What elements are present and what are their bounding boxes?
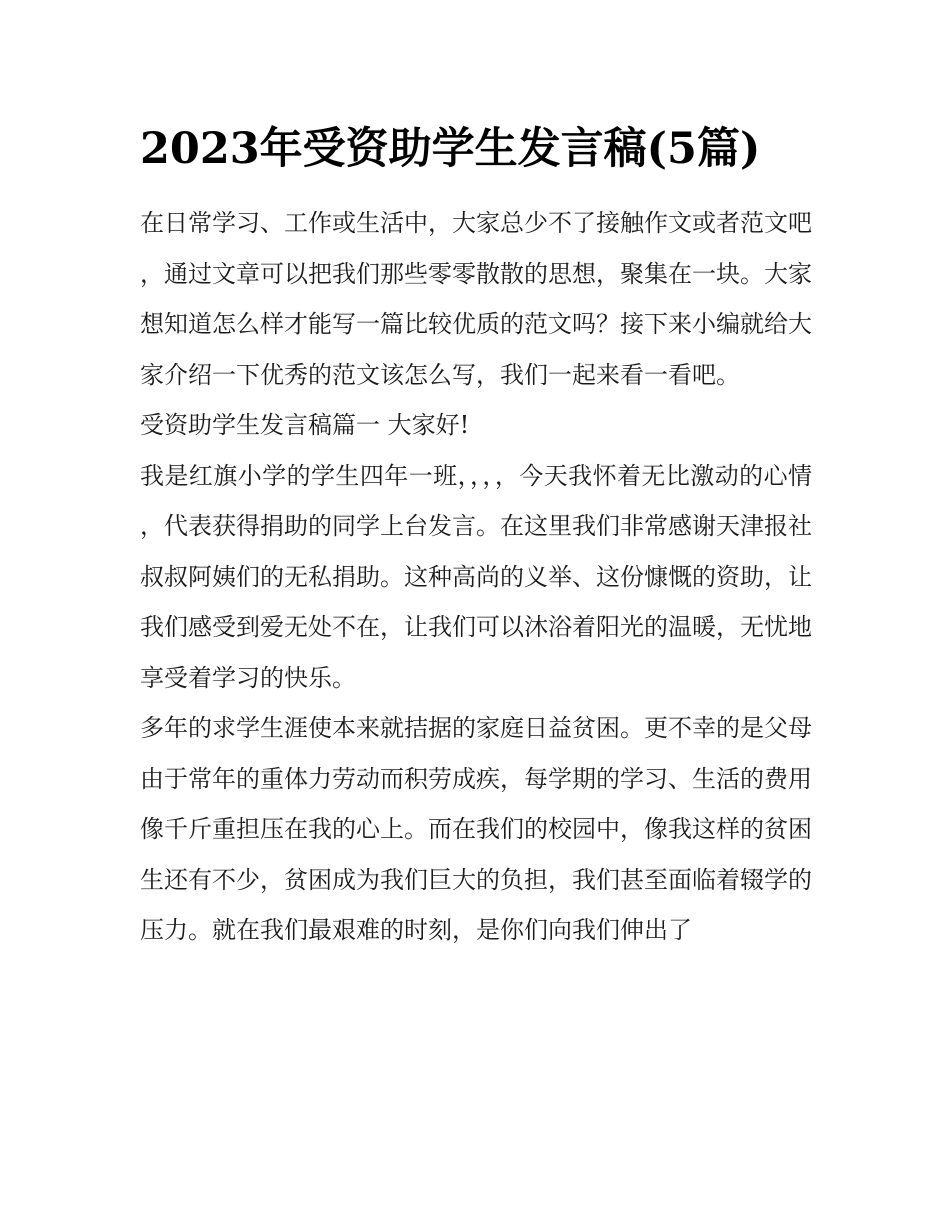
document-body [140, 118, 812, 956]
document-title: 2023年受资助学生发言稿(5篇) [140, 124, 761, 174]
speech-heading-paragraph: 受资助学生发言稿篇一 大家好! [140, 411, 470, 439]
intro-paragraph: 在日常学习、工作或生活中，大家总少不了接触作文或者范文吧，通过文章可以把我们那些零零散散的思想，聚集在一块。大家想知道怎么样才能写一篇比较优质的范文吗？接下来小编就给大家介绍一下优秀的范文该怎么写，我们一起来看一看吧。 [140, 209, 812, 389]
speech-paragraph-1: 我是红旗小学的学生四年一班，，，，今天我怀着无比激动的心情，代表获得捐助的同学上台发言。在这里我们非常感谢天津报社叔叔阿姨们的无私捐助。这种高尚的义举、这份慷慨的资助，让我们感受到爱无处不在，让我们可以沐浴着阳光的温暖，无忧地享受着学习的快乐。 [140, 461, 812, 692]
speech-paragraph-2: 多年的求学生涯使本来就拮据的家庭日益贫困。更不幸的是父母由于常年的重体力劳动而积劳成疾，每学期的学习、生活的费用像千斤重担压在我的心上。而在我们的校园中，像我这样的贫困生还有不少，贫困成为我们巨大的负担，我们甚至面临着辍学的压力。就在我们最艰难的时刻，是你们向我们伸出了 [140, 714, 812, 944]
